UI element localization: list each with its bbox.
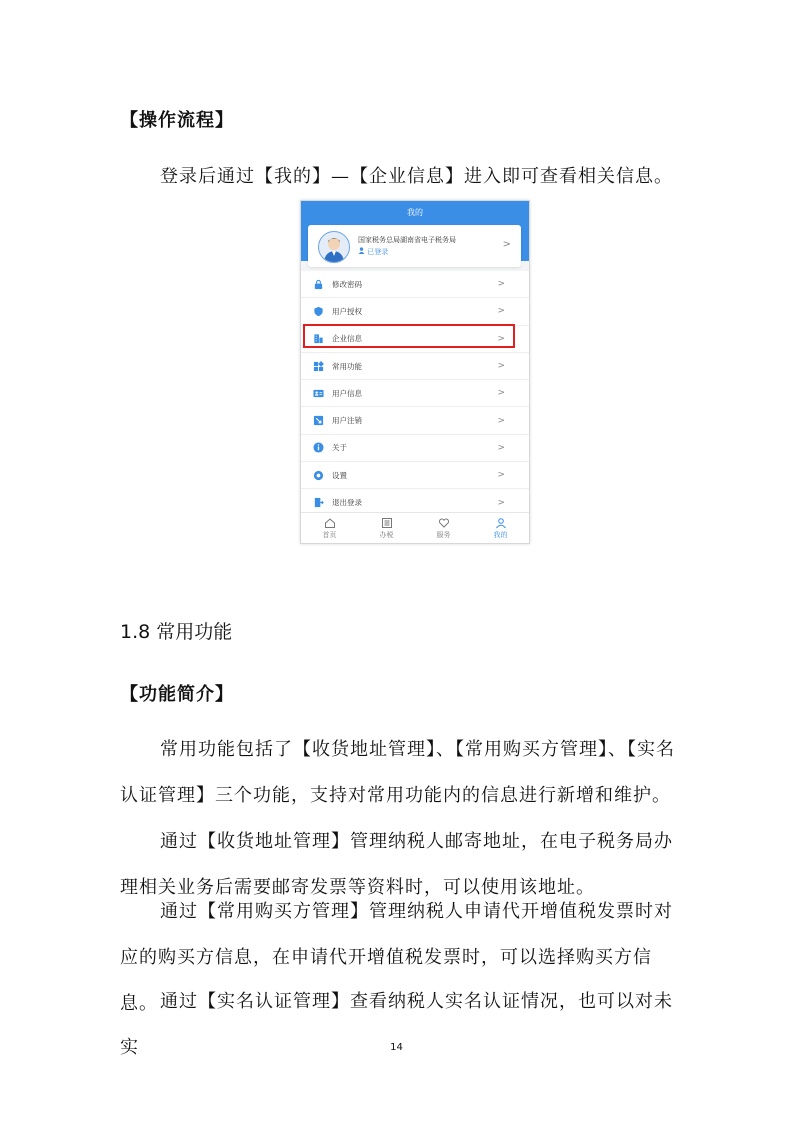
menu-item-change-password[interactable] [301,271,529,298]
menu-item-about[interactable] [301,435,529,462]
shield-icon [313,306,324,317]
menu-item-user-info[interactable] [301,380,529,407]
tab-home[interactable] [301,513,358,543]
menu-label: 退出登录 [332,498,362,508]
chevron-right-icon: > [497,442,505,453]
heading-process: 【操作流程】 [120,110,234,131]
profile-status-text: 已登录 [367,248,389,256]
home-icon [324,517,336,529]
chevron-right-icon: > [497,306,505,317]
phone-title: 我的 [407,208,423,217]
menu-item-settings[interactable] [301,462,529,489]
chevron-right-icon: > [497,333,505,344]
tab-label: 服务 [436,530,451,539]
avatar [318,231,350,263]
heading-intro: 【功能简介】 [120,684,234,705]
intro-line: 登录后通过【我的】—【企业信息】进入即可查看相关信息。 [160,166,673,187]
chevron-right-icon: > [497,470,505,481]
lock-icon [313,279,324,290]
chevron-right-icon: > [497,497,505,508]
tab-bar [301,512,529,543]
chevron-right-icon: > [497,388,505,399]
chevron-right-icon: > [502,239,511,250]
person-icon [358,248,367,256]
profile-name: 国家税务总局湖南省电子税务局 [358,236,456,244]
page-number: 14 [390,1042,403,1053]
menu-label: 常用功能 [332,361,362,371]
info-icon [313,442,324,453]
chevron-right-icon: > [497,279,505,290]
user-icon [495,517,507,529]
paragraph-3: 通过【常用购买方管理】管理纳税人申请代开增值税发票时对应的购买方信息，在申请代开增值税发票时，可以选择购买方信息。 [120,901,673,1014]
tab-tax[interactable] [358,513,415,543]
tab-label: 办税 [379,530,394,539]
menu-label: 设置 [332,470,347,480]
menu-label: 修改密码 [332,279,362,289]
menu-item-user-cancel[interactable] [301,407,529,434]
menu-label: 关于 [332,443,347,453]
tab-service[interactable] [415,513,472,543]
menu-label: 用户授权 [332,306,362,316]
menu-label: 用户注销 [332,416,362,426]
paragraph-4: 通过【实名认证管理】查看纳税人实名认证情况，也可以对未实 [120,991,673,1058]
list-icon [381,517,393,529]
section-title: 1.8 常用功能 [120,621,233,643]
tab-label: 我的 [493,530,508,539]
logout-box-icon [313,415,324,426]
menu-item-user-authorization[interactable] [301,298,529,325]
id-card-icon [313,388,324,399]
profile-card[interactable] [308,225,521,267]
exit-icon [313,497,324,508]
tab-label: 首页 [322,530,337,539]
tab-mine[interactable] [472,513,529,543]
chevron-right-icon: > [497,415,505,426]
highlight-box [303,324,515,348]
phone-screenshot [300,200,530,544]
heart-icon [438,517,450,529]
menu-label: 企业信息 [332,334,362,344]
menu-item-common-functions[interactable] [301,353,529,380]
menu-label: 用户信息 [332,388,362,398]
gear-icon [313,470,324,481]
profile-status [358,247,388,257]
chevron-right-icon: > [497,361,505,372]
grid-icon [313,361,324,372]
paragraph-2: 通过【收货地址管理】管理纳税人邮寄地址，在电子税务局办理相关业务后需要邮寄发票等资料时，可以使用该地址。 [120,831,673,898]
menu-list [301,271,529,517]
paragraph-1: 常用功能包括了【收货地址管理】、【常用购买方管理】、【实名认证管理】三个功能，支持对常用功能内的信息进行新增和维护。 [120,739,675,806]
